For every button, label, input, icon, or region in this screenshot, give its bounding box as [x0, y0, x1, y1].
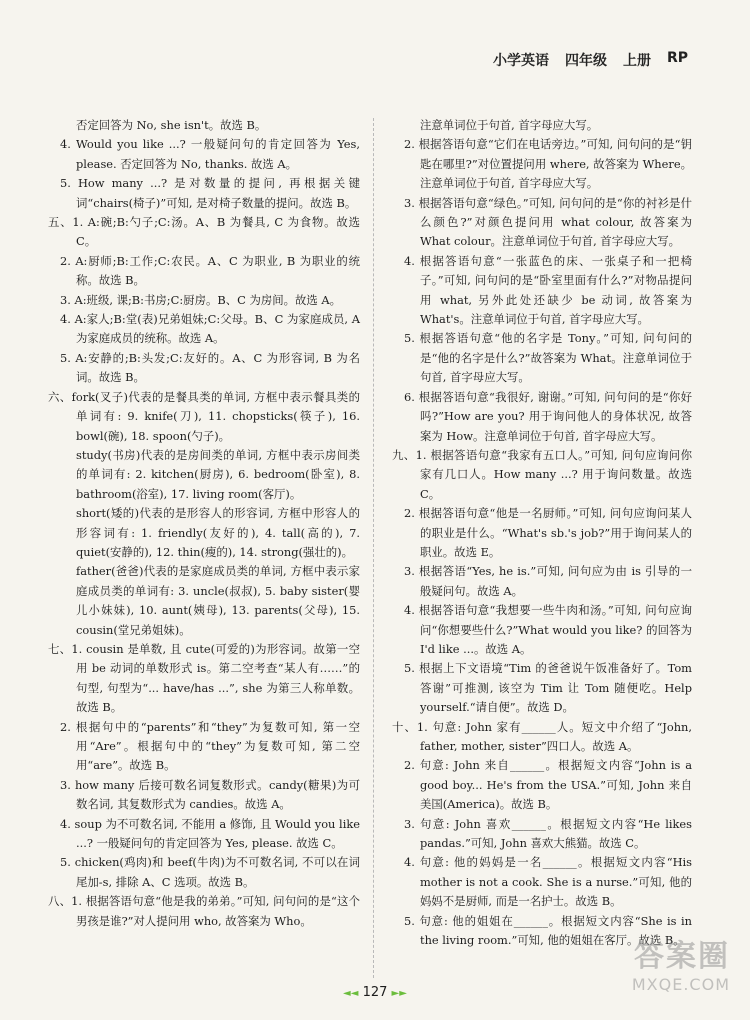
answer-paragraph: 否定回答为 No, she isn't。故选 B。	[76, 118, 267, 132]
header-edition: RP	[666, 50, 688, 66]
watermark-url: MXQE.COM	[631, 975, 730, 994]
answer-paragraph: 九、1. 根据答语句意“我家有五口人。”可知, 问句应询问你家有几口人。How many ...? 用于询问数量。故选 C。	[392, 447, 692, 501]
answer-paragraph: 5. A:安静的;B:头发;C:友好的。A、C 为形容词, B 为名词。故选 B。	[60, 350, 360, 385]
prev-arrows-icon: ◄◄	[343, 988, 359, 999]
header-subject: 小学英语	[492, 53, 549, 69]
page-header	[493, 50, 688, 70]
answer-paragraph: 4. A:家人;B:堂(表)兄弟姐妹;C:父母。B、C 为家庭成员, A 为家庭成员的统称。故选 A。	[60, 312, 360, 346]
answer-paragraph: 5. How many ...? 是对数量的提问, 再根据关键词“chairs(椅子)”可知, 是对椅子数量的提问。故选 B。	[60, 176, 360, 210]
answer-paragraph: 2. 根据答语句意“他是一名厨师。”可知, 问句应询问某人的职业是什么。“What's sb.'s job?”用于询问某人的职业。故选 E。	[404, 506, 692, 559]
answer-paragraph: father(爸爸)代表的是家庭成员类的单词, 方框中表示家庭成员类的单词有: 3. uncle(叔叔), 5. baby sister(婴儿小妹妹), 10. aunt(姨母), 13. parents(父母), 15. cousin(堂兄弟姐妹)。	[76, 564, 360, 637]
answer-paragraph: 3. how many 后接可数名词复数形式。candy(糖果)为可数名词, 其复数形式为 candies。故选 A。	[60, 777, 360, 812]
header-grade: 四年级	[564, 53, 607, 69]
answer-paragraph: 5. 根据上下文语境“Tim 的爸爸说午饭准备好了。Tom 答谢”可推测, 该空为 Tim 让 Tom 随便吃。Help yourself.“请自便”。故选 D。	[404, 661, 692, 715]
answer-paragraph: 八、1. 根据答语句意“他是我的弟弟。”可知, 问句问的是“这个男孩是谁?”对人提问用 who, 故答案为 Who。	[48, 894, 360, 928]
watermark	[632, 931, 730, 994]
answer-paragraph: 七、1. cousin 是单数, 且 cute(可爱的)为形容词。故第一空用 be 动词的单数形式 is。第二空考查“某人有……”的句型, 句型为“... have/has ...”, she 为第三人称单数。故选 B。	[48, 641, 360, 715]
answer-paragraph: 3. 根据答语句意“绿色。”可知, 问句问的是“你的衬衫是什么颜色?”对颜色提问用 what colour, 故答案为 What colour。注意单词位于句首, 首字母应大写。	[404, 195, 692, 249]
answer-paragraph: 6. 根据答语句意“我很好, 谢谢。”可知, 问句问的是“你好吗?”How are you? 用于询问他人的身体状况, 故答案为 How。注意单词位于句首, 首字母应大写。	[404, 389, 692, 443]
answer-paragraph: 五、1. A:碗;B:勺子;C:汤。A、B 为餐具, C 为食物。故选 C。	[48, 215, 360, 249]
answer-paragraph: 2. 根据句中的“parents”和“they”为复数可知, 第一空用“Are”。根据句中的“they”为复数可知, 第二空用“are”。故选 B。	[60, 719, 360, 773]
answer-paragraph: 5. chicken(鸡肉)和 beef(牛肉)为不可数名词, 不可以在词尾加-s, 排除 A、C 选项。故选 B。	[60, 855, 360, 889]
page-number: 127	[362, 985, 388, 1000]
left-column	[48, 116, 360, 931]
watermark-logo: 答案圈	[634, 939, 730, 974]
answer-paragraph: 2. 根据答语句意“它们在电话旁边。”可知, 问句问的是“钥匙在哪里?”对位置提问用 where, 故答案为 Where。注意单词位于句首, 首字母应大写。	[404, 137, 692, 191]
answer-paragraph: short(矮的)代表的是形容人的形容词, 方框中形容人的形容词有: 1. friendly(友好的), 4. tall(高的), 7. quiet(安静的), 12. thin(瘦的), 14. strong(强壮的)。	[76, 506, 360, 559]
column-divider	[373, 118, 374, 978]
answer-paragraph: 3. A:班级, 课;B:书房;C:厨房。B、C 为房间。故选 A。	[60, 292, 342, 307]
answer-paragraph: 2. 句意: John 来自______。根据短文内容“John is a good boy... He's from the USA.”可知, John 来自美国(America)。故选 B。	[404, 758, 692, 812]
answer-paragraph: 5. 根据答语句意“他的名字是 Tony。”可知, 问句问的是“他的名字是什么?”故答案为 What。注意单词位于句首, 首字母应大写。	[404, 331, 692, 385]
answer-paragraph: 3. 根据答语“Yes, he is.”可知, 问句应为由 is 引导的一般疑问句。故选 A。	[404, 564, 692, 598]
answer-paragraph: 4. 根据答语句意“一张蓝色的床、一张桌子和一把椅子。”可知, 问句问的是“卧室里面有什么?”对物品提问用 what, 另外此处还缺少 be 动词, 故答案为 What's。注意单词位于句首, 首字母应大写。	[404, 253, 692, 327]
next-arrows-icon: ►►	[391, 988, 407, 999]
answer-paragraph: 十、1. 句意: John 家有______人。短文中介绍了“John, father, mother, sister”四口人。故选 A。	[392, 719, 692, 753]
header-volume: 上册	[622, 53, 651, 69]
answer-paragraph: 4. 根据答语句意“我想要一些牛肉和汤。”可知, 问句应询问“你想要些什么?”What would you like? 的回答为 I'd like ...。故选 A。	[404, 603, 692, 656]
answer-paragraph: 4. soup 为不可数名词, 不能用 a 修饰, 且 Would you like ...? 一般疑问句的肯定回答为 Yes, please. 故选 C。	[60, 816, 360, 851]
answer-paragraph: 2. A:厨师;B:工作;C:农民。A、C 为职业, B 为职业的统称。故选 B。	[60, 253, 360, 288]
answer-paragraph: 六、fork(叉子)代表的是餐具类的单词, 方框中表示餐具类的单词有: 9. knife(刀), 11. chopsticks(筷子), 16. bowl(碗), 18. spoon(勺子)。	[48, 389, 360, 443]
answer-paragraph: 3. 句意: John 喜欢______。根据短文内容“He likes pandas.”可知, John 喜欢大熊猫。故选 C。	[404, 816, 692, 851]
answer-paragraph: 注意单词位于句首, 首字母应大写。	[420, 118, 599, 132]
answer-paragraph: 4. Would you like ...? 一般疑问句的肯定回答为 Yes, please. 否定回答为 No, thanks. 故选 A。	[60, 137, 360, 171]
right-column	[392, 116, 692, 950]
answer-paragraph: 4. 句意: 他的妈妈是一名______。根据短文内容“His mother is not a cook. She is a nurse.”可知, 他的妈妈不是厨师, 而是一名护士。故选 B。	[404, 855, 692, 909]
answer-paragraph: study(书房)代表的是房间类的单词, 方框中表示房间类的单词有: 2. kitchen(厨房), 6. bedroom(卧室), 8. bathroom(浴室), 17. living room(客厅)。	[76, 447, 360, 501]
answer-paragraph: 5. 句意: 他的姐姐在______。根据短文内容“She is in the living room.”可知, 他的姐姐在客厅。故选 B。	[404, 913, 692, 948]
